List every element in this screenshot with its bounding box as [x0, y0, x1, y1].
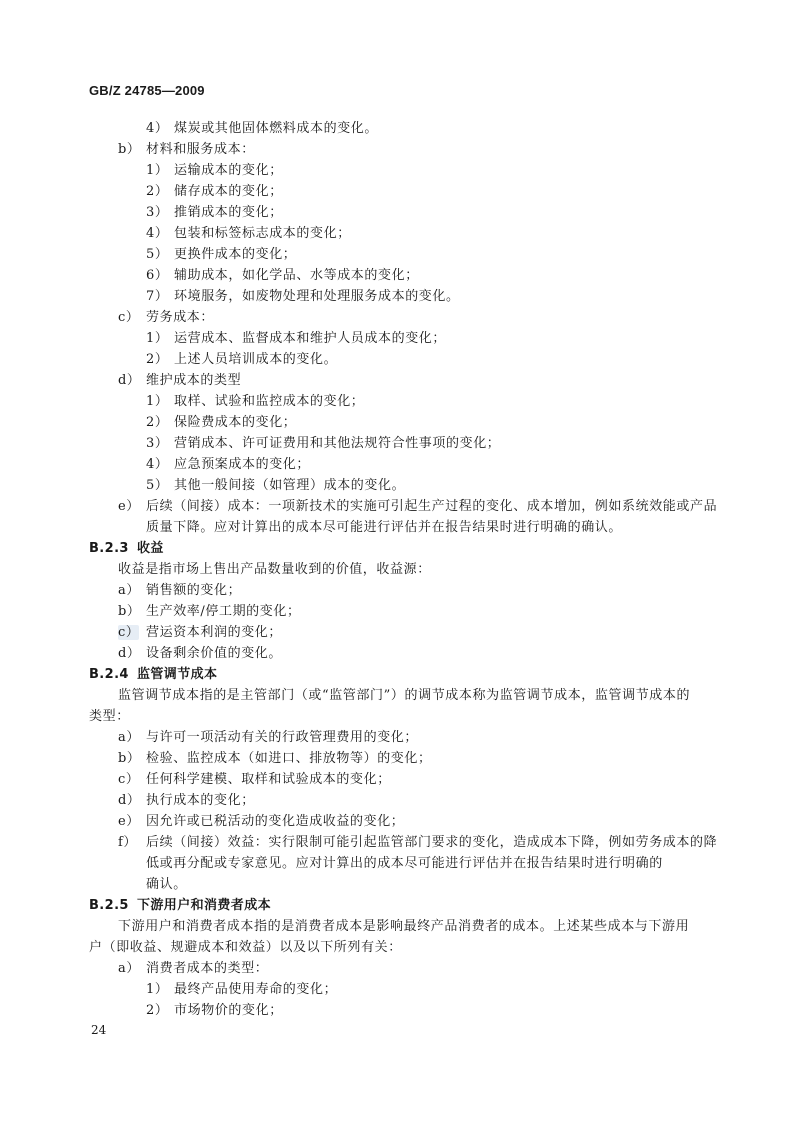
list-item: b） 材料和服务成本：: [118, 142, 255, 157]
list-item: f） 后续（间接）效益：实行限制可能引起监管部门要求的变化，造成成本下降，例如劳务成本的降: [118, 835, 718, 850]
list-item: c） 劳务成本：: [118, 310, 215, 325]
list-item: 2） 市场物价的变化；: [146, 1003, 283, 1018]
list-item: 1） 运营成本、监督成本和维护人员成本的变化；: [146, 331, 447, 346]
section-heading-b23: B.2.3 收益: [89, 541, 164, 556]
list-item: 2） 保险费成本的变化；: [146, 415, 297, 430]
list-item: 7） 环境服务，如废物处理和处理服务成本的变化。: [146, 289, 460, 304]
paragraph: 收益是指市场上售出产品数量收到的价值，收益源：: [118, 562, 431, 577]
section-heading-b24: B.2.4 监管调节成本: [89, 667, 218, 682]
list-item: d） 维护成本的类型: [118, 373, 242, 388]
list-item: c） 任何科学建模、取样和试验成本的变化；: [118, 772, 391, 787]
list-item: e） 因允许或已税活动的变化造成收益的变化；: [118, 814, 405, 829]
list-item: 4） 煤炭或其他固体燃料成本的变化。: [146, 121, 379, 136]
list-item: c） 营运资本利润的变化；: [118, 625, 283, 640]
list-item: a） 销售额的变化；: [118, 583, 242, 598]
page-number: 24: [91, 1023, 107, 1037]
list-item: b） 生产效率/停工期的变化；: [118, 604, 301, 619]
list-item: 2） 上述人员培训成本的变化。: [146, 352, 338, 367]
highlighted-marker: c）: [118, 625, 140, 640]
list-item: 5） 其他一般间接（如管理）成本的变化。: [146, 478, 406, 493]
paragraph: 下游用户和消费者成本指的是消费者成本是影响最终产品消费者的成本。上述某些成本与下游用: [118, 919, 690, 934]
paragraph-continuation: 户（即收益、规避成本和效益）以及以下所列有关：: [89, 940, 402, 955]
list-item: 3） 推销成本的变化；: [146, 205, 283, 220]
list-item: 1） 运输成本的变化；: [146, 163, 283, 178]
list-item: 4） 应急预案成本的变化；: [146, 457, 311, 472]
standard-number-header: GB/Z 24785—2009: [89, 83, 205, 98]
section-heading-b25: B.2.5 下游用户和消费者成本: [89, 898, 272, 913]
paragraph-continuation: 类型：: [89, 709, 130, 724]
list-item-continuation: 低或再分配或专家意见。应对计算出的成本尽可能进行评估并在报告结果时进行明确的: [146, 856, 663, 871]
list-item: 1） 最终产品使用寿命的变化；: [146, 982, 338, 997]
list-item: d） 执行成本的变化；: [118, 793, 255, 808]
list-item-continuation: 质量下降。应对计算出的成本尽可能进行评估并在报告结果时进行明确的确认。: [146, 520, 623, 535]
list-item: a） 消费者成本的类型：: [118, 961, 269, 976]
list-item: 5） 更换件成本的变化；: [146, 247, 297, 262]
paragraph: 监管调节成本指的是主管部门（或“监管部门”）的调节成本称为监管调节成本，监管调节成本的: [118, 688, 691, 703]
list-item: b） 检验、监控成本（如进口、排放物等）的变化；: [118, 751, 432, 766]
list-item: 2） 储存成本的变化；: [146, 184, 283, 199]
list-item: e） 后续（间接）成本：一项新技术的实施可引起生产过程的变化、成本增加，例如系统效能或产品: [118, 499, 718, 514]
list-item: 1） 取样、试验和监控成本的变化；: [146, 394, 365, 409]
list-item: d） 设备剩余价值的变化。: [118, 646, 283, 661]
list-item: 3） 营销成本、许可证费用和其他法规符合性事项的变化；: [146, 436, 501, 451]
list-item: 6） 辅助成本，如化学品、水等成本的变化；: [146, 268, 419, 283]
list-item-continuation: 确认。: [146, 877, 187, 892]
list-item: 4） 包装和标签标志成本的变化；: [146, 226, 351, 241]
list-item: a） 与许可一项活动有关的行政管理费用的变化；: [118, 730, 419, 745]
